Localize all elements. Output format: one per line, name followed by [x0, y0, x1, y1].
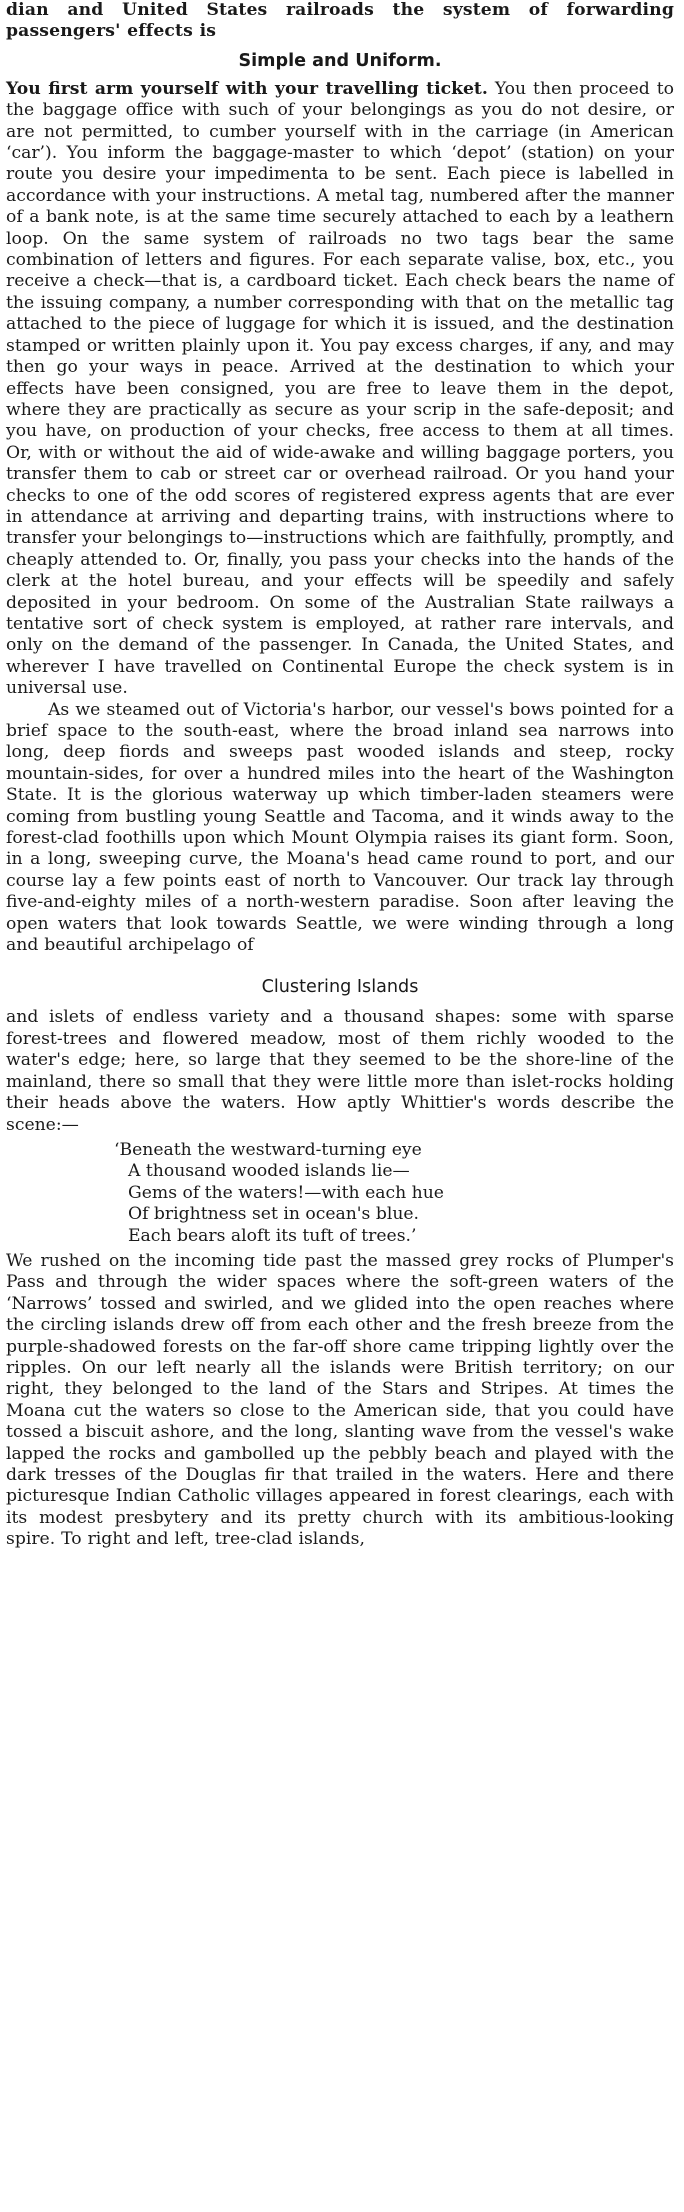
paragraph-islets: and islets of endless variety and a thousand shapes: some with sparse forest-trees and flowered meadow, most of them richly wooded to the water's edge; here, so large that they seemed to be the shore-line of the mainland, there so small that they were little more than islet-rocks holding their heads above the waters. How aptly Whittier's words describe the scene:—	[6, 1007, 674, 1135]
paragraph-victoria-harbor: As we steamed out of Victoria's harbor, our vessel's bows pointed for a brief space to the south-east, where the broad inland sea narrows into long, deep fiords and sweeps past wooded islands and steep, rocky mountain-sides, for over a hundred miles into the heart of the Washington State. It is the glorious waterway up which timber-laden steamers were coming from bustling young Seattle and Tacoma, and it winds away to the forest-clad foothills upon which Mount Olympia raises its giant form. Soon, in a long, sweeping curve, the Moana's head came round to port, and our course lay a few points east of north to Vancouver. Our track lay through five-and-eighty miles of a north-western paradise. Soon after leaving the open waters that look towards Seattle, we were winding through a long and beautiful archipelago of	[6, 699, 674, 956]
paragraph-intro-sentence: You first arm yourself with your travelling ticket.	[6, 78, 488, 99]
section-heading-simple-and-uniform: Simple and Uniform.	[238, 50, 442, 71]
poem-line: A thousand wooded islands lie—	[128, 1161, 410, 1182]
poem-line: Gems of the waters!—with each hue	[128, 1182, 444, 1203]
newspaper-column	[6, 0, 674, 1551]
poem-line: Each bears aloft its tuft of trees.’	[128, 1225, 417, 1246]
poem-quote	[6, 1140, 674, 1247]
paragraph-plumpers-pass: We rushed on the incoming tide past the massed grey rocks of Plumper's Pass and through the wider spaces where the soft-green waters of the ‘Narrows’ tossed and swirled, and we glided into the open reaches where the circling islands drew off from each other and the fresh breeze from the purple-shadowed forests on the far-off shore came tripping lightly over the ripples. On our left nearly all the islands were British territory; on our right, they belonged to the land of the Stars and Stripes. At times the Moana cut the waters so close to the American side, that you could have tossed a biscuit ashore, and the long, slanting wave from the vessel's wake lapped the rocks and gambolled up the pebbly beach and played with the dark tresses of the Douglas fir that trailed in the waters. Here and there picturesque Indian Catholic villages appeared in forest clearings, each with its modest presbytery and its pretty church with its ambitious-looking spire. To right and left, tree-clad islands,	[6, 1250, 674, 1550]
paragraph-check-system	[6, 79, 674, 700]
poem-line: ‘Beneath the westward-turning eye	[114, 1139, 422, 1160]
paragraph-body: You then proceed to the baggage office with such of your belongings as you do not desire, or are not permitted, to cumber yourself with in the carriage (in American ‘car’). You inform the baggage-master to which ‘depot’ (station) on your route you desire your impedimenta to be sent. Each piece is labelled in accordance with your instructions. A metal tag, numbered after the manner of a bank note, is at the same time securely attached to each by a leathern loop. On the same system of railroads no two tags bear the same combination of letters and figures. For each separate valise, box, etc., you receive a check—that is, a cardboard ticket. Each check bears the name of the issuing company, a number corresponding with that on the metallic tag attached to the piece of luggage for which it is issued, and the destination stamped or written plainly upon it. You pay excess charges, if any, and may then go your ways in peace. Arrived at the destination to which your effects have been consigned, you are free to leave them in the depot, where they are practically as secure as your scrip in the safe-deposit; and you have, on production of your checks, free access to them at all times. Or, with or without the aid of wide-awake and willing baggage porters, you transfer them to cab or street car or overhead railroad. Or you hand your checks to one of the odd scores of registered express agents that are ever in attendance at arriving and departing trains, with instructions where to transfer your belongings to—instructions which are faithfully, promptly, and cheaply attended to. Or, finally, you pass your checks into the hands of the clerk at the hotel bureau, and your effects will be speedily and safely deposited in your bedroom. On some of the Australian State railways a tentative sort of check system is employed, at rather rare intervals, and only on the demand of the passenger. In Canada, the United States, and wherever I have travelled on Continental Europe the check system is in universal use.	[6, 78, 674, 699]
lead-paragraph	[6, 0, 674, 43]
poem-line: Of brightness set in ocean's blue.	[128, 1204, 420, 1225]
lead-text: dian and United States railroads the system of forwarding passengers' effects is	[6, 0, 674, 42]
section-heading-clustering-islands: Clustering Islands	[261, 977, 419, 998]
